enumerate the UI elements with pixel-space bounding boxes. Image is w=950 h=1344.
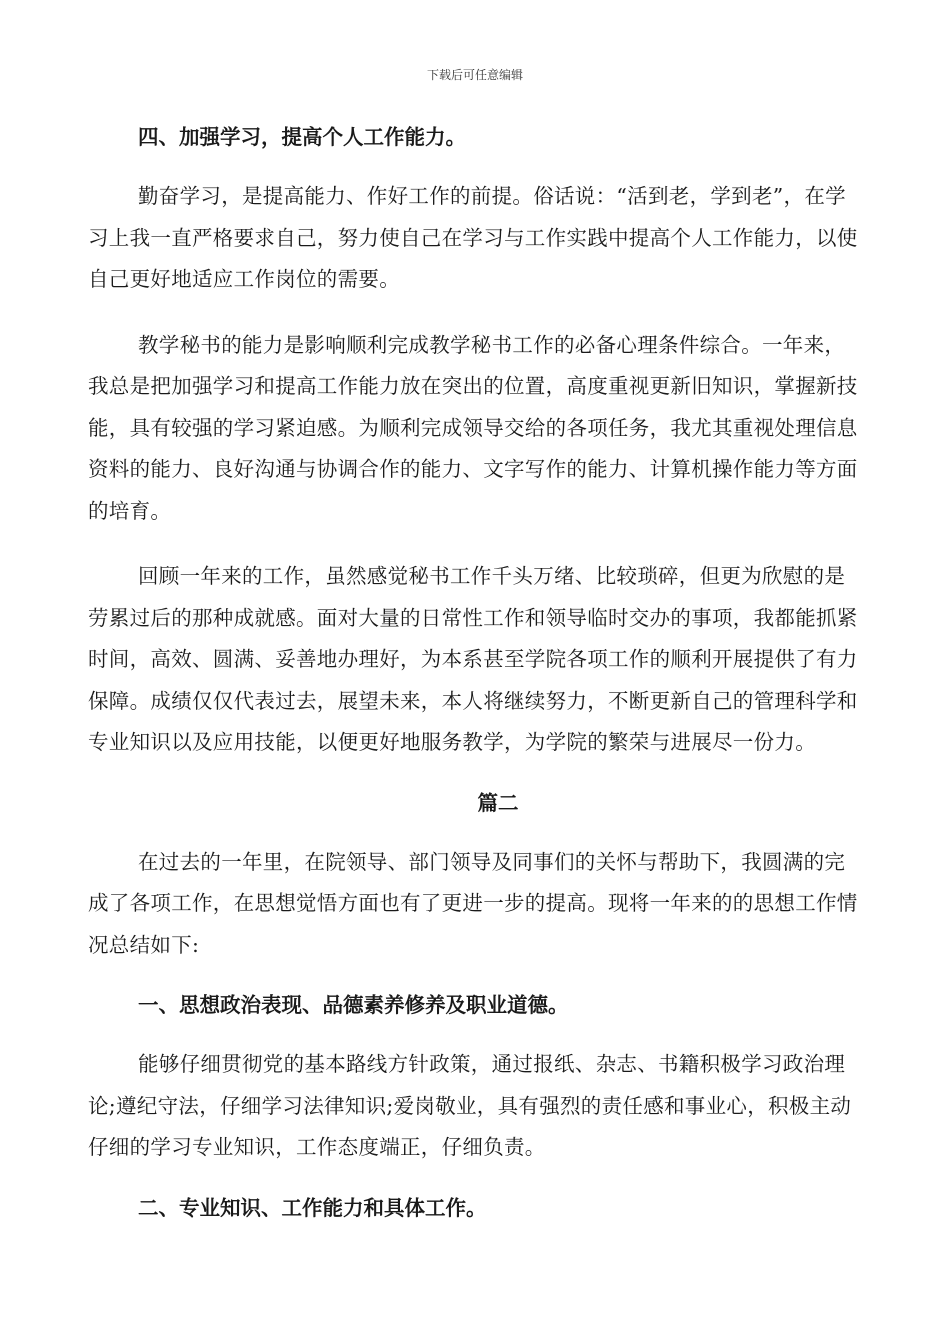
paragraph-year-review: 回顾一年来的工作，虽然感觉秘书工作千头万绪、比较琐碎，但更为欣慰的是劳累过后的那种成就感。面对大量的日常性工作和领导临时交办的事项，我都能抓紧时间，高效、圆满、妥善地办理好，为本系甚至学院各项工作的顺利开展提供了有力保障。成绩仅仅代表过去，展望未来，本人将继续努力，不断更新自己的管理科学和专业知识以及应用技能，以便更好地服务教学，为学院的繁荣与进展尽一份力。: [88, 564, 858, 754]
paragraph-secretary-ability: 教学秘书的能力是影响顺利完成教学秘书工作的必备心理条件综合。一年来，我总是把加强学习和提高工作能力放在突出的位置，高度重视更新旧知识，掌握新技能，具有较强的学习紧迫感。为顺利完成领导交给的各项任务，我尤其重视处理信息资料的能力、良好沟通与协调合作的能力、文字写作的能力、计算机操作能力等方面的培育。: [88, 332, 858, 523]
heading-strengthen-learning: 四、加强学习，提高个人工作能力。: [138, 125, 466, 149]
paragraph-diligent-study: 勤奋学习，是提高能力、作好工作的前提。俗话说：“活到老，学到老”，在学习上我一直严格要求自己，努力使自己在学习与工作实践中提高个人工作能力，以使自己更好地适应工作岗位的需要。: [88, 184, 858, 291]
heading-political-performance: 一、思想政治表现、品德素养修养及职业道德。: [138, 993, 569, 1017]
paragraph-party-line: 能够仔细贯彻党的基本路线方针政策，通过报纸、杂志、书籍积极学习政治理论;遵纪守法，仔细学习法律知识;爱岗敬业，具有强烈的责任感和事业心，积极主动仔细的学习专业知识，工作态度端正，仔细负责。: [88, 1052, 852, 1159]
section-title-part-two: 篇二: [477, 790, 519, 815]
heading-professional-knowledge: 二、专业知识、工作能力和具体工作。: [138, 1195, 487, 1220]
page-header: 下载后可任意编辑: [426, 68, 523, 82]
paragraph-past-year: 在过去的一年里，在院领导、部门领导及同事们的关怀与帮助下，我圆满的完成了各项工作，在思想觉悟方面也有了更进一步的提高。现将一年来的的思想工作情况总结如下:: [88, 849, 858, 957]
document-body: [88, 118, 863, 1227]
